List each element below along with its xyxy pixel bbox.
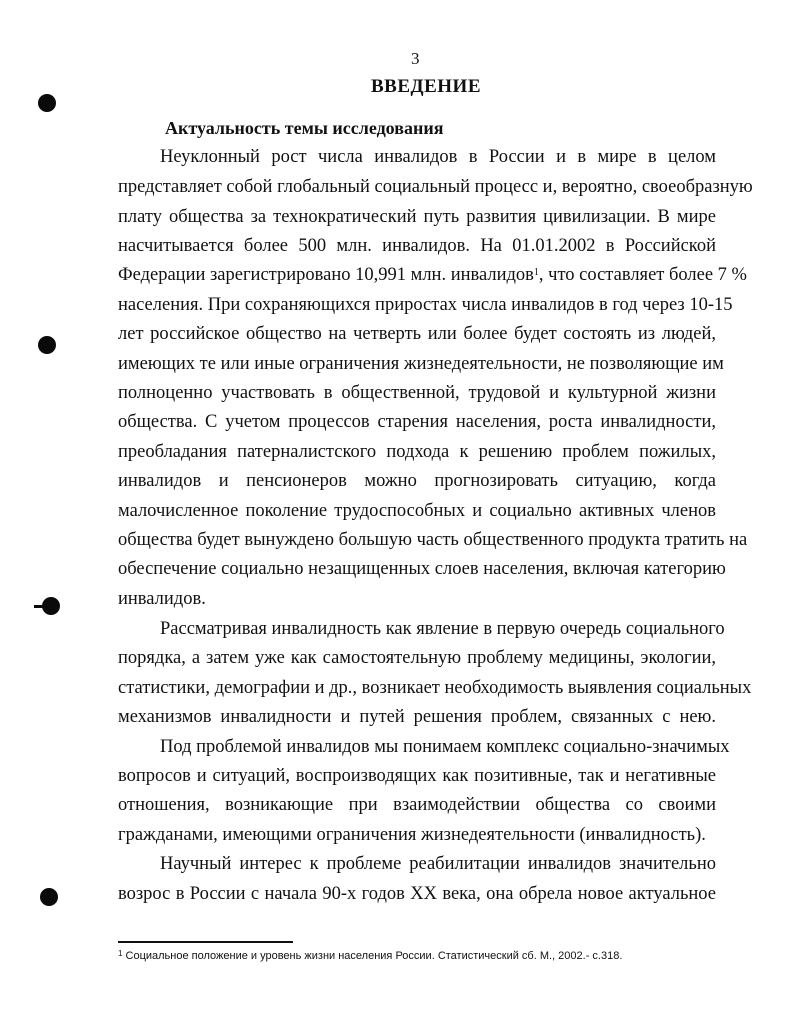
- binder-hole: [42, 597, 60, 615]
- section-heading: Актуальность темы исследования: [165, 118, 444, 138]
- footnote-marker: 1: [118, 949, 123, 958]
- text-fragment: , что составляет более 7 %: [538, 265, 747, 285]
- text-line: населения. При сохраняющихся приростах числа инвалидов в год через 10-15: [118, 295, 733, 315]
- binder-hole: [38, 94, 56, 112]
- text-line: полноценно участвовать в общественной, трудовой и культурной жизни: [118, 383, 716, 403]
- text-line: обеспечение социально незащищенных слоев населения, включая категорию: [118, 559, 726, 579]
- text-line: инвалидов и пенсионеров можно прогнозировать ситуацию, когда: [118, 471, 716, 491]
- text-line: Под проблемой инвалидов мы понимаем комплекс социально-значимых: [160, 737, 730, 757]
- text-line: [118, 264, 747, 286]
- text-line: отношения, возникающие при взаимодействии общества со своими: [118, 795, 716, 815]
- text-line: возрос в России с начала 90-х годов XX века, она обрела новое актуальное: [118, 884, 716, 904]
- binder-hole: [38, 336, 56, 354]
- text-line: инвалидов.: [118, 589, 206, 609]
- footnote: [118, 950, 622, 962]
- page-number: 3: [411, 49, 420, 68]
- text-line: статистики, демографии и др., возникает необходимость выявления социальных: [118, 678, 752, 698]
- text-line: представляет собой глобальный социальный процесс и, вероятно, своеобразную: [118, 177, 753, 197]
- text-line: малочисленное поколение трудоспособных и социально активных членов: [118, 501, 716, 521]
- text-line: преобладания патерналистского подхода к решению проблем пожилых,: [118, 442, 716, 462]
- binder-hole: [40, 888, 58, 906]
- text-fragment: Федерации зарегистрировано 10,991 млн. инвалидов: [118, 265, 534, 285]
- text-line: имеющих те или иные ограничения жизнедеятельности, не позволяющие им: [118, 354, 724, 374]
- text-line: Неуклонный рост числа инвалидов в России и в мире в целом: [160, 147, 716, 167]
- text-line: лет российское общество на четверть или более будет состоять из людей,: [118, 324, 716, 344]
- text-line: общества будет вынуждено большую часть общественного продукта тратить на: [118, 530, 748, 550]
- text-line: гражданами, имеющими ограничения жизнедеятельности (инвалидность).: [118, 825, 706, 845]
- text-line: плату общества за технократический путь развития цивилизации. В мире: [118, 207, 716, 227]
- text-line: Рассматривая инвалидность как явление в первую очередь социального: [160, 619, 725, 639]
- footnote-text: Социальное положение и уровень жизни населения России. Статистический сб. М., 2002.- с.318.: [125, 950, 623, 962]
- text-line: вопросов и ситуаций, воспроизводящих как позитивные, так и негативные: [118, 766, 716, 786]
- text-line: Научный интерес к проблеме реабилитации инвалидов значительно: [160, 854, 716, 874]
- text-line: порядка, а затем уже как самостоятельную проблему медицины, экологии,: [118, 648, 716, 668]
- footnote-marker: 1: [533, 267, 539, 278]
- text-line: общества. С учетом процессов старения населения, роста инвалидности,: [118, 412, 716, 432]
- footnote-divider: [118, 941, 293, 943]
- text-line: механизмов инвалидности и путей решения проблем, связанных с нею.: [118, 707, 716, 727]
- page-title: ВВЕДЕНИЕ: [371, 76, 481, 97]
- text-line: насчитывается более 500 млн. инвалидов. На 01.01.2002 в Российской: [118, 236, 716, 256]
